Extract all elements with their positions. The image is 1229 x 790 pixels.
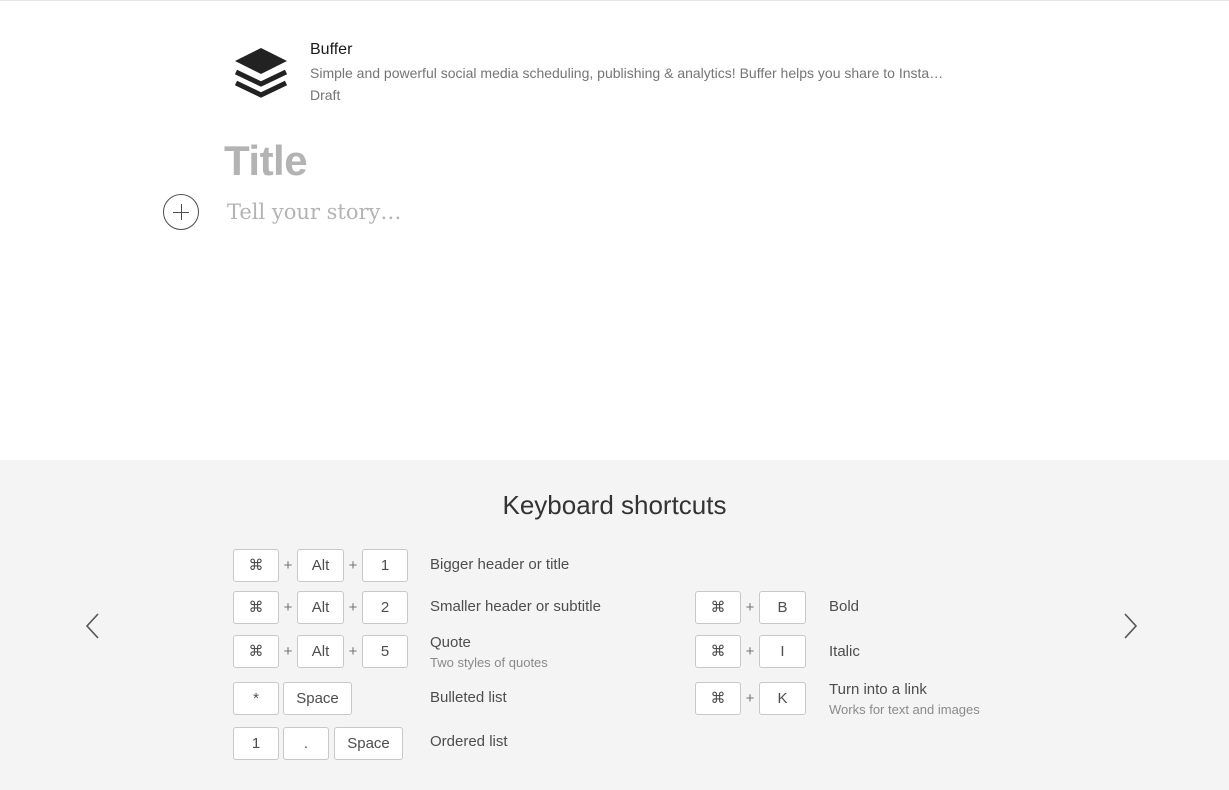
- shortcut-label: Bold: [829, 598, 860, 615]
- shortcut-label: Ordered list: [430, 733, 508, 750]
- buffer-stack-icon: [232, 44, 290, 100]
- shortcut-plus: +: [283, 643, 293, 660]
- publication-name[interactable]: Buffer: [310, 41, 353, 58]
- shortcut-sublabel: Two styles of quotes: [430, 655, 548, 670]
- shortcut-label: Bigger header or title: [430, 556, 570, 573]
- shortcut-plus: +: [348, 557, 358, 574]
- shortcut-key: I: [759, 635, 806, 668]
- shortcut-key: ⌘: [695, 635, 741, 668]
- shortcut-key: 5: [362, 635, 408, 668]
- top-divider: [0, 0, 1229, 1]
- shortcut-plus: +: [283, 557, 293, 574]
- shortcut-key: Alt: [297, 635, 344, 668]
- shortcut-key: 1: [362, 549, 408, 582]
- shortcut-plus: +: [745, 599, 755, 616]
- shortcut-key: ⌘: [695, 591, 741, 624]
- story-input[interactable]: Tell your story…: [227, 200, 402, 224]
- shortcut-key: ⌘: [233, 549, 279, 582]
- shortcut-plus: +: [348, 599, 358, 616]
- shortcut-key: 1: [233, 727, 279, 760]
- shortcut-sublabel: Works for text and images: [829, 702, 980, 717]
- shortcut-key: 2: [362, 591, 408, 624]
- shortcut-key: ⌘: [233, 635, 279, 668]
- title-input[interactable]: Title: [224, 137, 308, 184]
- shortcut-key: Alt: [297, 591, 344, 624]
- shortcut-key: *: [233, 682, 279, 715]
- chevron-left-icon[interactable]: [80, 610, 106, 642]
- shortcut-plus: +: [745, 690, 755, 707]
- publication-description: Simple and powerful social media scheduling, publishing & analytics! Buffer helps you share to Insta…: [310, 65, 944, 81]
- shortcut-key: ⌘: [233, 591, 279, 624]
- keyboard-shortcuts-panel: [0, 460, 1229, 790]
- post-status: Draft: [310, 87, 341, 103]
- shortcut-key: Space: [283, 682, 352, 715]
- shortcut-key: ⌘: [695, 682, 741, 715]
- shortcut-key: Alt: [297, 549, 344, 582]
- shortcut-label: Italic: [829, 643, 860, 660]
- shortcut-label: Bulleted list: [430, 689, 507, 706]
- shortcut-label: Quote: [430, 634, 471, 651]
- shortcut-plus: +: [745, 643, 755, 660]
- shortcut-label: Turn into a link: [829, 681, 927, 698]
- shortcut-plus: +: [348, 643, 358, 660]
- shortcut-key: Space: [334, 727, 403, 760]
- shortcut-key: K: [759, 682, 806, 715]
- chevron-right-icon[interactable]: [1117, 610, 1143, 642]
- publication-header: [232, 40, 1032, 104]
- plus-circle-icon[interactable]: [163, 194, 199, 230]
- shortcut-key: .: [283, 727, 329, 760]
- shortcut-plus: +: [283, 599, 293, 616]
- shortcuts-heading: Keyboard shortcuts: [502, 490, 727, 520]
- shortcut-label: Smaller header or subtitle: [430, 598, 601, 615]
- shortcut-key: B: [759, 591, 806, 624]
